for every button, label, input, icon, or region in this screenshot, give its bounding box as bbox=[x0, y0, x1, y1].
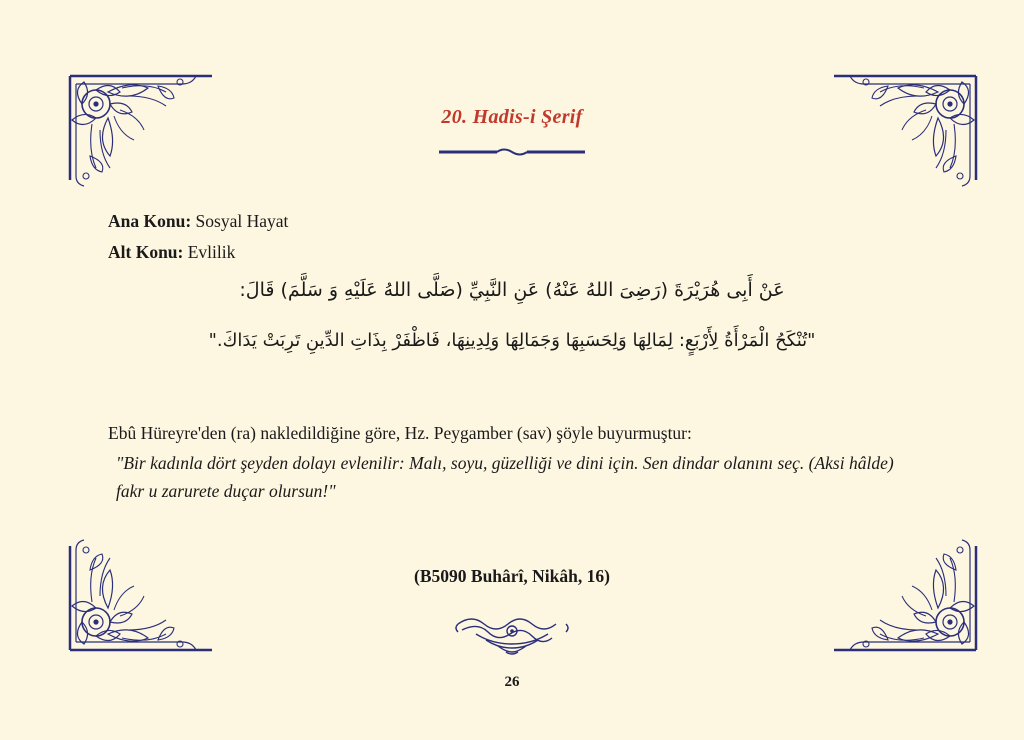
arabic-hadith-text bbox=[90, 272, 934, 360]
sub-topic-label: Alt Konu: bbox=[108, 241, 184, 262]
main-topic-label: Ana Konu: bbox=[108, 211, 192, 231]
arabic-line-isnad: عَنْ أَبِى هُرَيْرَةَ (رَضِىَ اللهُ عَنْهُ) عَنِ النَّبِيِّ (صَلَّى اللهُ عَلَيْهِ وَ سَلَّمَ) قَالَ: bbox=[239, 279, 785, 301]
floral-corner-ornament-bottom-left bbox=[62, 538, 222, 668]
main-topic-value: Sosyal Hayat bbox=[195, 211, 289, 231]
sub-topic-row bbox=[108, 237, 288, 268]
main-topic-row bbox=[108, 206, 288, 237]
translation-intro: Ebû Hüreyre'den (ra) nakledildiğine göre, Hz. Peygamber (sav) şöyle buyurmuştur: bbox=[108, 423, 692, 443]
turkish-translation bbox=[108, 420, 912, 505]
topic-meta bbox=[108, 206, 288, 267]
source-reference: (B5090 Buhârî, Nikâh, 16) bbox=[414, 566, 610, 586]
knot-ornament-icon bbox=[452, 612, 572, 658]
sub-topic-value: Evlilik bbox=[187, 241, 236, 262]
translation-quote: "Bir kadınla dört şeyden dolayı evlenilir: Malı, soyu, güzelliği ve dini için. Sen dindar olanını seç. (Aksi hâlde) fakr u zarurete duçar olursun!" bbox=[116, 453, 894, 502]
page-title: 20. Hadis-i Şerif bbox=[441, 106, 583, 128]
decorative-rule-icon bbox=[437, 146, 587, 158]
floral-corner-ornament-bottom-right bbox=[824, 538, 984, 668]
page-number: 26 bbox=[504, 674, 520, 690]
arabic-line-matn: "تُنْكَحُ الْمَرْأَةُ لِأَرْبَعٍ: لِمَالِهَا وَلِحَسَبِهَا وَجَمَالِهَا وَلِدِينِهَا، فَاظْفَرْ بِذَاتِ الدِّينِ تَرِبَتْ يَدَاكَ." bbox=[208, 330, 816, 352]
